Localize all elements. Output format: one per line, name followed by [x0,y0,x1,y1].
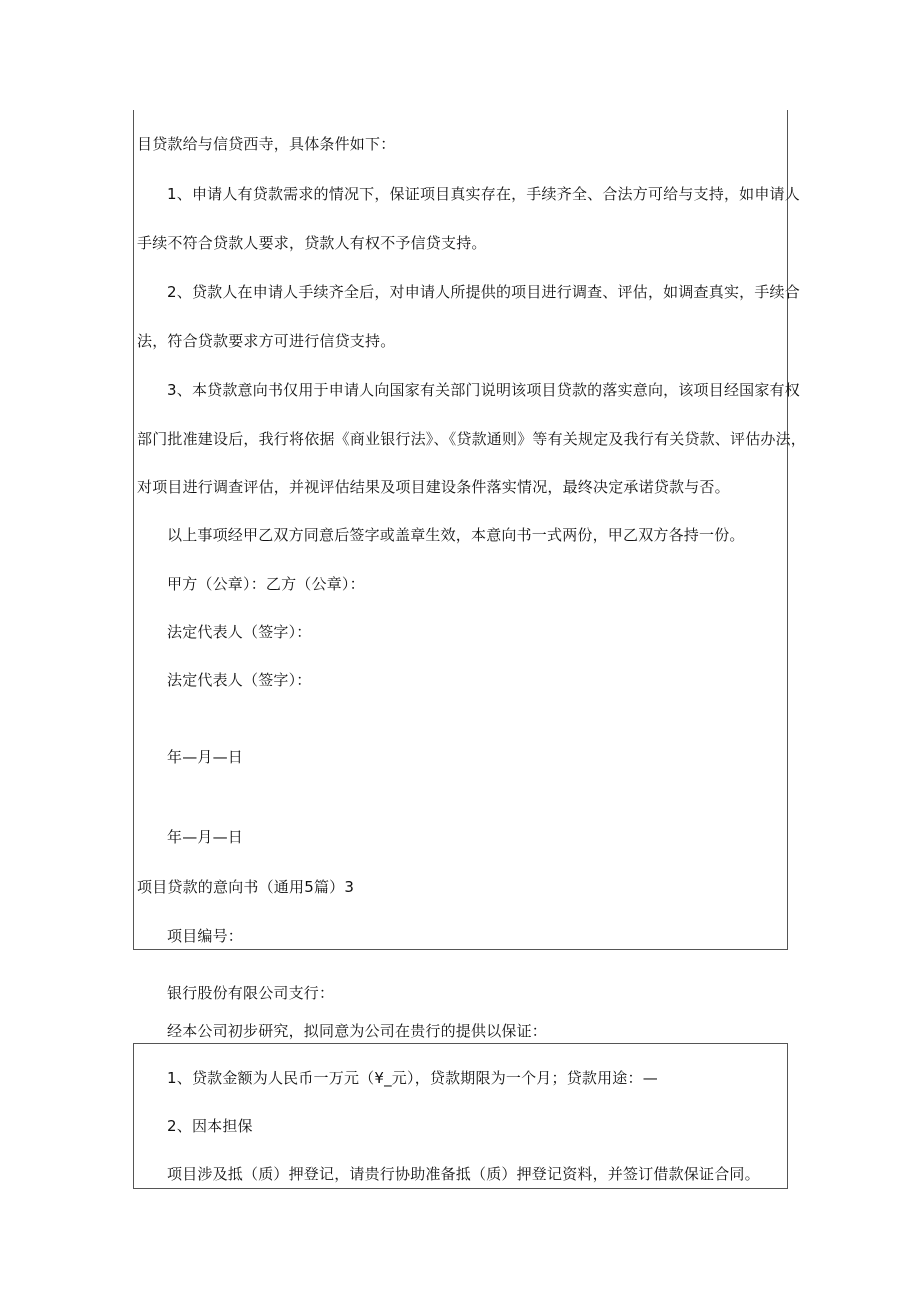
project-number-line: 项目编号： [167,927,244,945]
addressee-line: 银行股份有限公司支行： [167,984,335,1002]
legal-rep-signature-line: 法定代表人（签字）： [167,623,312,641]
date-line: 年—月—日 [167,828,244,846]
paragraph-line: 2、贷款人在申请人手续齐全后，对申请人所提供的项目进行调查、评估，如调查真实，手续合 [167,283,800,301]
paragraph-line: 部门批准建设后，我行将依据《商业银行法》、《贷款通则》等有关规定及我行有关贷款、评估办法， [137,430,807,448]
party-seal-line: 甲方（公章）：乙方（公章）： [167,575,365,593]
agreement-statement: 以上事项经甲乙双方同意后签字或盖章生效，本意向书一式两份，甲乙双方各持一份。 [167,526,745,544]
date-line: 年—月—日 [167,748,244,766]
guarantee-line: 2、因本担保 [167,1117,253,1135]
paragraph-line: 3、本贷款意向书仅用于申请人向国家有关部门说明该项目贷款的落实意向，该项目经国家有权 [167,381,800,399]
paragraph-line: 1、申请人有贷款需求的情况下，保证项目真实存在，手续齐全、合法方可给与支持，如申请人 [167,185,800,203]
paragraph-line: 法，符合贷款要求方可进行信贷支持。 [137,332,396,350]
paragraph-line: 手续不符合贷款人要求，贷款人有权不予信贷支持。 [137,234,487,252]
document-heading: 项目贷款的意向书（通用5篇）3 [137,878,355,896]
intro-line: 经本公司初步研究，拟同意为公司在贵行的提供以保证： [167,1022,548,1040]
legal-rep-signature-line: 法定代表人（签字）： [167,671,312,689]
loan-terms-line: 1、贷款金额为人民币一万元（¥_元），贷款期限为一个月；贷款用途：— [167,1069,658,1087]
paragraph-line: 目贷款给与信贷西寺，具体条件如下： [137,135,396,153]
pledge-line: 项目涉及抵（质）押登记，请贵行协助准备抵（质）押登记资料，并签订借款保证合同。 [167,1165,760,1183]
paragraph-line: 对项目进行调查评估，并视评估结果及项目建设条件落实情况，最终决定承诺贷款与否。 [137,478,730,496]
